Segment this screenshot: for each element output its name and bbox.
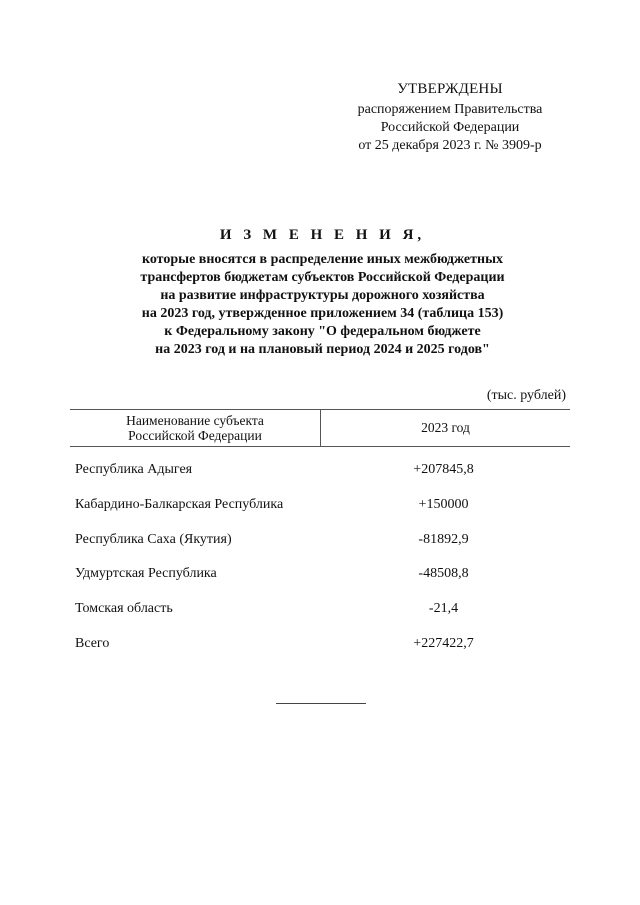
approval-date-line: от 25 декабря 2023 г. № 3909-р: [358, 138, 542, 153]
table-row: [75, 566, 570, 601]
end-divider: [276, 703, 366, 704]
header-year: 2023 год: [421, 420, 470, 435]
subtitle-line: трансфертов бюджетам субъектов Российской Федерации: [140, 270, 505, 285]
approval-heading: УТВЕРЖДЕНЫ: [397, 81, 503, 97]
table-body: [75, 462, 570, 671]
region-name: Кабардино-Балкарская Республика: [75, 496, 284, 512]
approval-line: распоряжением Правительства: [357, 102, 543, 117]
subtitle-line: которые вносятся в распределение иных межбюджетных: [141, 252, 504, 267]
approval-stamp: [340, 80, 560, 155]
table-row-total: [75, 636, 570, 671]
table-header: [70, 409, 570, 447]
header-region: [70, 410, 321, 446]
region-value: +207845,8: [413, 462, 474, 477]
table-row: [75, 532, 570, 567]
table-row: [75, 462, 570, 497]
region-value: -81892,9: [418, 531, 469, 547]
total-value: +227422,7: [413, 635, 474, 651]
document-subtitle: [60, 251, 585, 359]
region-name: Удмуртская Республика: [75, 566, 217, 582]
document-title: И З М Е Н Е Н И Я,: [219, 227, 426, 243]
units-label: (тыс. рублей): [486, 388, 566, 403]
table-row: [75, 497, 570, 532]
header-region-line: Российской Федерации: [128, 428, 262, 443]
subtitle-line: к Федеральному закону "О федеральном бюджете: [164, 324, 481, 339]
subtitle-line: на 2023 год, утвержденное приложением 34 (таблица 153): [141, 306, 504, 321]
approval-line: Российской Федерации: [380, 120, 520, 135]
region-name: Республика Адыгея: [75, 462, 193, 477]
table-row: [75, 601, 570, 636]
region-value: -21,4: [428, 601, 459, 617]
region-name: Томская область: [75, 601, 173, 617]
region-value: -48508,8: [418, 566, 469, 582]
subtitle-line: на 2023 год и на плановый период 2024 и 2025 годов": [155, 342, 490, 357]
region-name: Республика Саха (Якутия): [75, 531, 232, 547]
total-label: Всего: [75, 635, 110, 651]
subtitle-line: на развитие инфраструктуры дорожного хозяйства: [160, 288, 485, 303]
region-value: +150000: [418, 496, 469, 512]
header-region-line: Наименование субъекта: [126, 413, 264, 428]
document-title-block: [60, 227, 585, 359]
